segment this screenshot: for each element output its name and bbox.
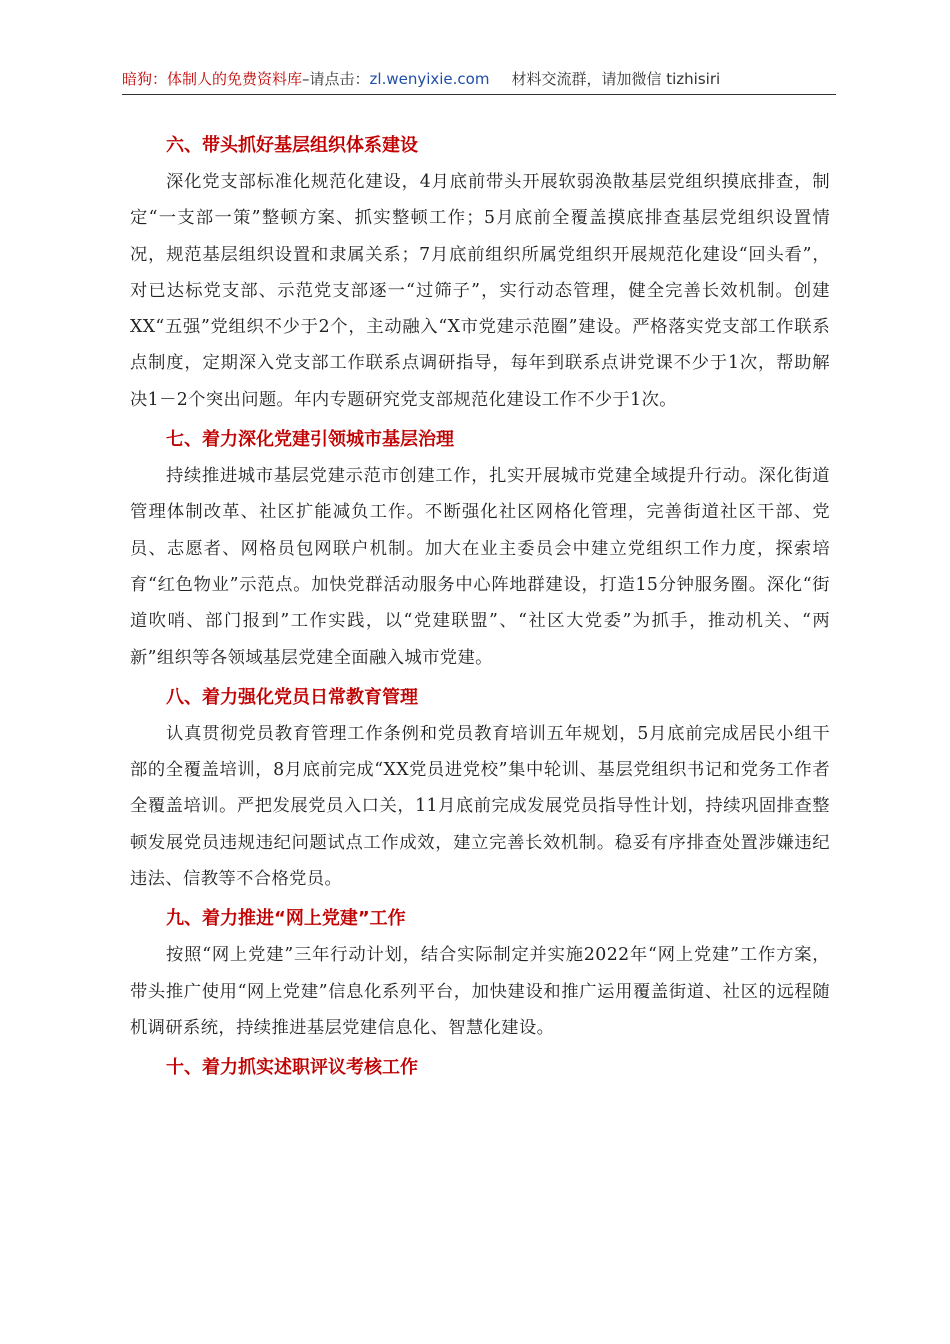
section-6 bbox=[130, 128, 830, 418]
section-8 bbox=[130, 680, 830, 897]
section-paragraph: 认真贯彻党员教育管理工作条例和党员教育培训五年规划，5月底前完成居民小组干部的全覆盖培训，8月底前完成“XX党员进党校”集中轮训、基层党组织书记和党务工作者全覆盖培训。严把发展党员入口关，11月底前完成发展党员指导性计划，持续巩固排查整顿发展党员违规违纪问题试点工作成效，建立完善长效机制。稳妥有序排查处置涉嫌违纪违法、信教等不合格党员。 bbox=[130, 723, 830, 890]
section-paragraph: 按照“网上党建”三年行动计划，结合实际制定并实施2022年“网上党建”工作方案，带头推广使用“网上党建”信息化系列平台，加快建设和推广运用覆盖街道、社区的远程随机调研系统，持续推进基层党建信息化、智慧化建设。 bbox=[130, 945, 830, 1038]
section-paragraph: 持续推进城市基层党建示范市创建工作，扎实开展城市党建全域提升行动。深化街道管理体制改革、社区扩能减负工作。不断强化社区网格化管理，完善街道社区干部、党员、志愿者、网格员包网联户机制。加大在业主委员会中建立党组织工作力度，探索培育“红色物业”示范点。加快党群活动服务中心阵地群建设，打造15分钟服务圈。深化“街道吹哨、部门报到”工作实践，以“党建联盟”、“社区大党委”为抓手，推动机关、“两新”组织等各领域基层党建全面融入城市党建。 bbox=[130, 466, 830, 668]
section-heading: 六、带头抓好基层组织体系建设 bbox=[166, 135, 418, 156]
header-site-name: 暗狗：体制人的免费资料库 bbox=[122, 70, 303, 88]
page-header bbox=[122, 66, 836, 95]
section-9 bbox=[130, 901, 830, 1046]
section-heading: 七、着力深化党建引领城市基层治理 bbox=[166, 429, 454, 451]
section-10 bbox=[130, 1050, 830, 1086]
section-heading: 八、着力强化党员日常教育管理 bbox=[166, 686, 418, 708]
section-heading: 九、着力推进“网上党建”工作 bbox=[166, 908, 406, 930]
section-7 bbox=[130, 422, 830, 676]
header-click-prompt: –请点击： bbox=[302, 70, 370, 88]
document-body bbox=[130, 128, 830, 1086]
section-heading: 十、着力抓实述职评议考核工作 bbox=[166, 1057, 418, 1079]
header-contact-note: 材料交流群，请加微信 tizhisiri bbox=[511, 70, 721, 88]
section-paragraph: 深化党支部标准化规范化建设，4月底前带头开展软弱涣散基层党组织摸底排查，制定“一支部一策”整顿方案、抓实整顿工作；5月底前全覆盖摸底排查基层党组织设置情况，规范基层组织设置和隶属关系；7月底前组织所属党组织开展规范化建设“回头看”，对已达标党支部、示范党支部逐一“过筛子”，实行动态管理，健全完善长效机制。创建XX“五强”党组织不少于2个，主动融入“X市党建示范圈”建设。严格落实党支部工作联系点制度，定期深入党支部工作联系点调研指导，每年到联系点讲党课不少于1次，帮助解决1－2个突出问题。年内专题研究党支部规范化建设工作不少于1次。 bbox=[130, 172, 831, 410]
header-url-link[interactable]: zl.wenyixie.com bbox=[369, 70, 490, 88]
